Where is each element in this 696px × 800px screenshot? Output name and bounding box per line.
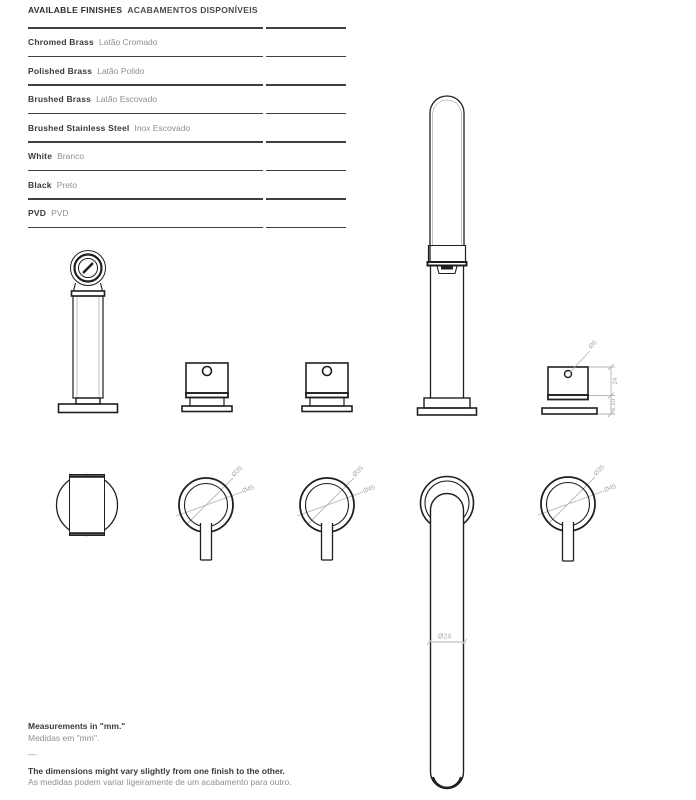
finishes-title-en: AVAILABLE FINISHES (28, 5, 123, 15)
finish-name-pt: Latão Cromado (98, 37, 158, 47)
handle-side-view-2 (302, 363, 352, 412)
valve-base (59, 404, 118, 413)
dim-label-base-height: 5,10 (610, 398, 617, 412)
handle-pin-hole (203, 367, 212, 376)
dim-label-outer-diameter: Ø45 (241, 484, 256, 495)
handle-top-view-3 (538, 464, 618, 561)
finish-name-pt: Branco (57, 151, 85, 161)
handshower-side-view (59, 251, 118, 413)
dim-label-pin-diameter: Ø6 (587, 339, 599, 351)
handle-pin-hole (323, 367, 332, 376)
note-measurements-pt: Medidas em "mm". (28, 732, 100, 743)
valve-collar (72, 291, 105, 296)
dim-label-outer-diameter: Ø45 (362, 484, 377, 495)
handle-side-view-1 (182, 363, 232, 412)
finish-name-en: Black (28, 179, 52, 190)
spout-column (430, 96, 464, 262)
finish-name-en: PVD (28, 208, 47, 218)
valve-body (73, 296, 103, 398)
handle-top-view-1 (176, 465, 256, 560)
finish-name-pt: Latão Escovado (96, 94, 158, 104)
spout-base (418, 408, 477, 415)
finish-name-en: Polished Brass (28, 65, 93, 76)
handle-side-view-dimensioned (542, 339, 619, 417)
finish-name-pt: PVD (51, 208, 69, 218)
dim-label-inner-diameter: Ø35 (592, 463, 607, 478)
finish-name-en: Brushed Stainless Steel (28, 122, 130, 133)
handle-body (186, 363, 228, 393)
note-variation-en: The dimensions might vary slightly from one finish to the other. (28, 765, 285, 776)
finish-name-en: Brushed Brass (28, 94, 92, 104)
finish-name-en: Chromed Brass (28, 37, 94, 47)
screw-slot (83, 263, 93, 273)
finish-name-pt: Inox Escovado (134, 122, 191, 133)
finish-name-en: White (28, 151, 53, 161)
handle-base (542, 408, 597, 414)
footer-divider: — (28, 749, 37, 759)
handle-base (302, 406, 352, 412)
handle-body (306, 363, 348, 393)
finishes-title-pt: ACABAMENTOS DISPONÍVEIS (127, 5, 258, 15)
dim-label-outer-diameter: Ø45 (603, 483, 618, 494)
dim-label-inner-diameter: Ø35 (351, 464, 366, 479)
note-measurements-en: Measurements in "mm." (28, 721, 126, 731)
note-variation-pt: As medidas podem variar ligeiramente de um acabamento para outro. (28, 777, 292, 787)
spout-side-view (418, 96, 477, 415)
knob-front-view (57, 475, 118, 536)
footer-notes (28, 721, 292, 789)
handle-body (548, 367, 588, 395)
spout-collar (428, 262, 467, 266)
handle-top-view-2 (297, 465, 377, 560)
dimension-lines (570, 339, 619, 417)
finish-name-pt: Preto (56, 179, 78, 190)
spout-top-view (421, 477, 474, 789)
handle-base (182, 406, 232, 412)
dim-label-body-height: 24 (612, 377, 619, 385)
finish-name-pt: Latão Polido (97, 65, 145, 76)
spout-tube (431, 494, 464, 789)
dim-label-tube-diameter: Ø24 (438, 633, 452, 641)
dim-label-inner-diameter: Ø35 (230, 464, 245, 479)
